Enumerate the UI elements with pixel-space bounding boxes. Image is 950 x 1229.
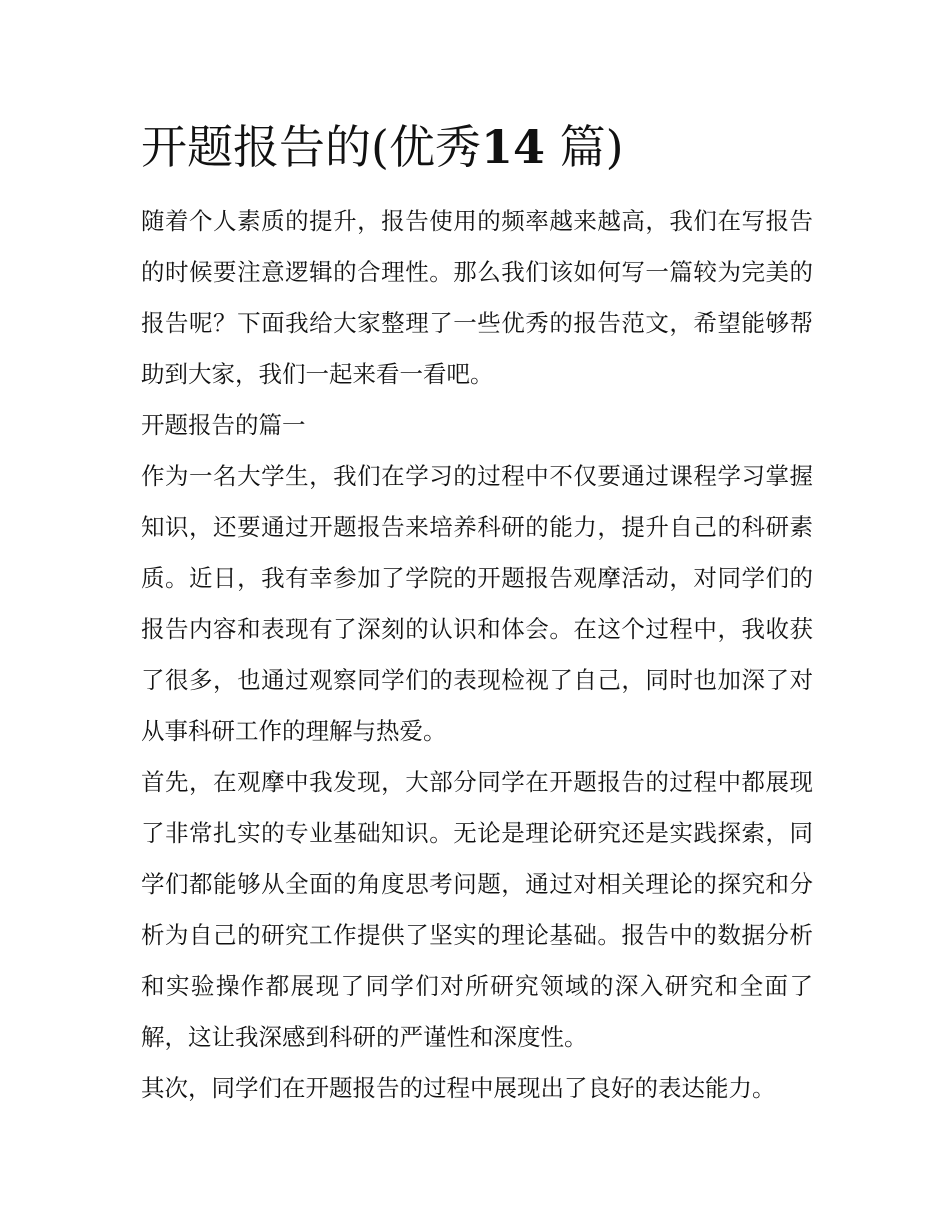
paragraph-3: 其次，同学们在开题报告的过程中展现出了良好的表达能力。	[141, 1074, 776, 1102]
intro-paragraph: 随着个人素质的提升，报告使用的频率越来越高，我们在写报告的时候要注意逻辑的合理性。那么我们该如何写一篇较为完美的报告呢？下面我给大家整理了一些优秀的报告范文，希望能够帮助到大家，我们一起来看一看吧。	[141, 207, 813, 388]
section-heading: 开题报告的篇一	[141, 411, 306, 439]
paragraph-1: 作为一名大学生，我们在学习的过程中不仅要通过课程学习掌握知识，还要通过开题报告来培养科研的能力，提升自己的科研素质。近日，我有幸参加了学院的开题报告观摩活动，对同学们的报告内容和表现有了深刻的认识和体会。在这个过程中，我收获了很多，也通过观察同学们的表现检视了自己，同时也加深了对从事科研工作的理解与热爱。	[141, 462, 813, 745]
title-prefix: 开题报告的(优秀	[141, 120, 481, 174]
document-body	[141, 196, 813, 1114]
title-number: 14	[480, 120, 545, 174]
paragraph-2: 首先，在观摩中我发现，大部分同学在开题报告的过程中都展现了非常扎实的专业基础知识。无论是理论研究还是实践探索，同学们都能够从全面的角度思考问题，通过对相关理论的探究和分析为自己的研究工作提供了坚实的理论基础。报告中的数据分析和实验操作都展现了同学们对所研究领域的深入研究和全面了解，这让我深感到科研的严谨性和深度性。	[141, 768, 813, 1051]
document-title	[141, 118, 950, 176]
title-suffix: 篇)	[544, 120, 624, 174]
